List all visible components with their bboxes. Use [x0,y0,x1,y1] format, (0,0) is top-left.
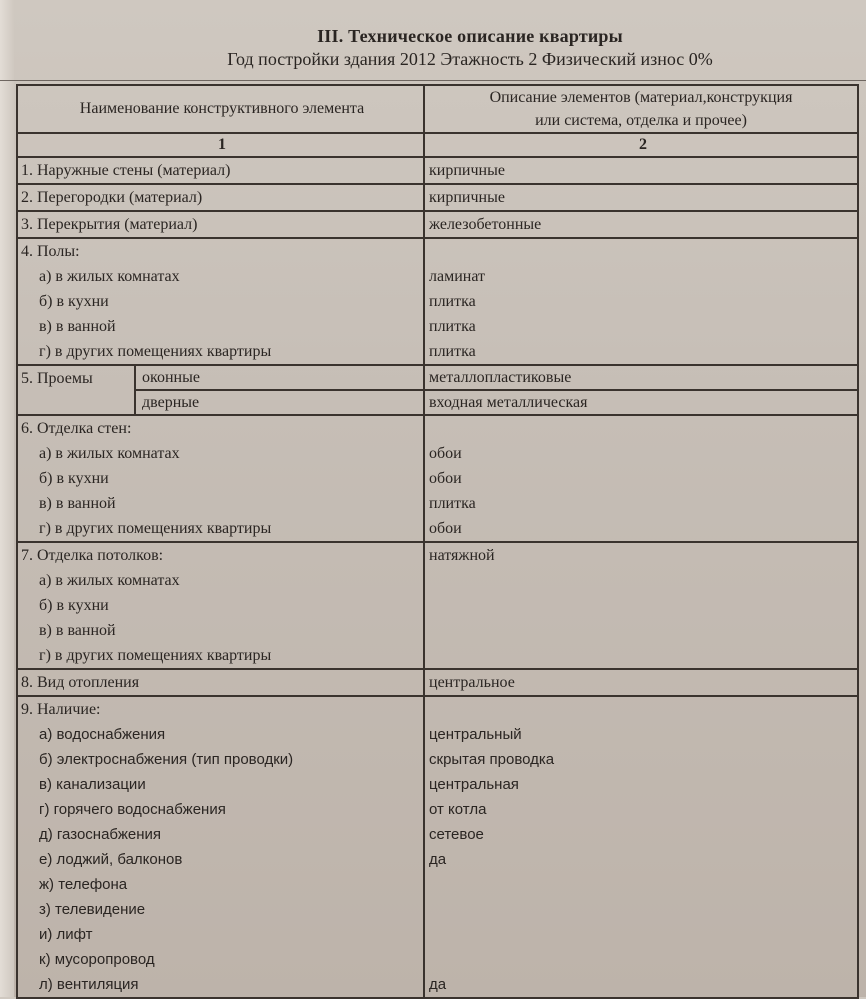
availability-row [18,697,857,997]
element-value: кирпичные [429,162,505,179]
sub-item-value: сетевое [429,826,484,843]
sub-item-value [429,922,857,947]
sub-item-value: плитка [429,293,476,310]
sub-item-value: плитка [429,343,476,360]
page-edge [0,0,14,997]
sub-item-name: в) в ванной [39,318,116,335]
sub-item-value: плитка [429,495,476,512]
header-col2-line2: или система, отделка и прочее) [535,112,747,129]
ceilings-values [425,543,857,668]
sub-item-value: обои [429,520,462,537]
sub-item-value: плитка [429,318,476,335]
sub-item-name: ж) телефона [39,876,128,893]
sub-item-value: обои [429,445,462,462]
sub-item-value: обои [429,470,462,487]
element-value: кирпичные [429,189,505,206]
walls-names [18,416,425,541]
sub-item-name: з) телевидение [39,901,146,918]
sub-item-name: к) мусоропровод [39,951,155,968]
sub-item-value: да [429,851,447,868]
sub-item-value: центральная [429,776,519,793]
table-row [18,670,857,697]
element-name: 3. Перекрытия (материал) [18,212,425,237]
technical-description-table [16,84,859,999]
sub-item-name: в) в ванной [39,495,116,512]
sub-item-name: г) в других помещениях квартиры [39,343,272,360]
sub-item-value: металлопластиковые [425,366,857,391]
group-title: 4. Полы: [21,243,80,260]
walls-values [425,416,857,541]
ceilings-names [18,543,425,668]
element-value: центральное [429,674,515,691]
header-col2 [425,86,857,132]
availability-names [18,697,425,997]
group-title: 5. Проемы [18,366,136,414]
group-title: 7. Отделка потолков: [21,547,164,564]
header-col2-line1: Описание элементов (материал,конструкция [489,89,793,106]
ceilings-row [18,543,857,670]
walls-row [18,416,857,543]
sub-item-name: б) в кухни [39,293,109,310]
sub-item-value: скрытая проводка [429,751,555,768]
sub-item-name: а) в жилых комнатах [39,445,180,462]
floors-values [425,239,857,364]
group-title: 6. Отделка стен: [21,420,132,437]
sub-item-name: г) в других помещениях квартиры [39,520,272,537]
floors-names [18,239,425,364]
sub-item-value: да [429,976,447,993]
column-number-row [18,134,857,158]
column-number-1: 1 [18,134,425,156]
table-row [18,212,857,239]
sub-item-name: дверные [142,394,200,411]
sub-item-name: б) электроснабжения (тип проводки) [39,751,294,768]
sub-item-name: л) вентиляция [39,976,139,993]
sub-item-value [429,947,857,972]
table-row [18,158,857,185]
sub-item-name: б) в кухни [39,470,109,487]
document-subtitle: Год постройки здания 2012 Этажность 2 Физический износ 0% [227,49,713,69]
table-row [18,185,857,212]
header-col1: Наименование конструктивного элемента [18,86,425,132]
sub-item-value [429,872,857,897]
sub-item-name: г) в других помещениях квартиры [39,647,272,664]
sub-item-name: а) в жилых комнатах [39,268,180,285]
sub-item-value [429,897,857,922]
availability-values [425,697,857,997]
sub-item-name: в) канализации [39,776,146,793]
sub-item-name: оконные [136,366,423,391]
sub-item-name: б) в кухни [39,597,109,614]
sub-item-value: ламинат [429,268,486,285]
document-title: III. Техническое описание квартиры [317,26,623,46]
group-value: натяжной [429,547,495,564]
sub-item-value: центральный [429,726,522,743]
sub-item-name: а) в жилых комнатах [39,572,180,589]
floors-row [18,239,857,366]
sub-item-name: в) в ванной [39,622,116,639]
divider [0,80,866,81]
sub-item-name: и) лифт [39,926,93,943]
sub-item-name: г) горячего водоснабжения [39,801,226,818]
sub-item-name: д) газоснабжения [39,826,161,843]
sub-item-name: а) водоснабжения [39,726,166,743]
column-number-2: 2 [639,136,647,153]
element-name: 2. Перегородки (материал) [18,185,425,210]
element-value: железобетонные [429,216,542,233]
sub-item-name: е) лоджий, балконов [39,851,183,868]
sub-item-value: от котла [429,801,487,818]
element-name: 1. Наружные стены (материал) [18,158,425,183]
openings-row [18,366,857,416]
sub-item-value: входная металлическая [429,394,588,411]
element-name: 8. Вид отопления [18,670,425,695]
group-title: 9. Наличие: [21,701,101,718]
header-row [18,86,857,134]
